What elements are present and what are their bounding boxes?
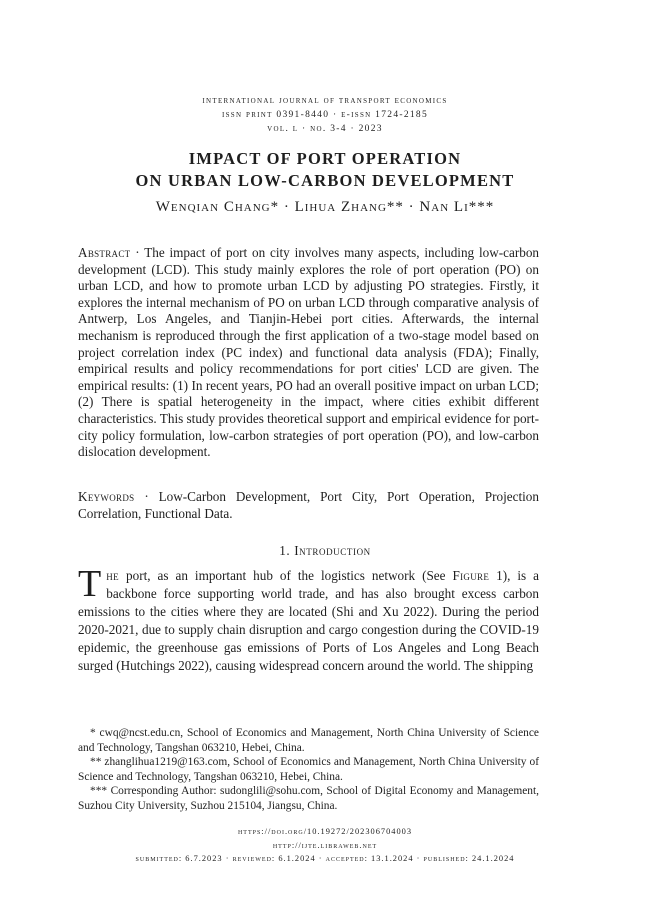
journal-url[interactable]: http://ijte.libraweb.net bbox=[272, 840, 378, 850]
article-title-line-2: ON URBAN LOW-CARBON DEVELOPMENT bbox=[135, 171, 515, 190]
keywords bbox=[78, 489, 539, 522]
article-title-line-1: IMPACT OF PORT OPERATION bbox=[188, 149, 462, 168]
journal-issn: issn print 0391-8440 · e-issn 1724-2185 bbox=[221, 110, 429, 120]
intro-paragraph bbox=[78, 563, 539, 674]
footnote-1: * cwq@ncst.edu.cn, School of Economics and Management, North China University of Science and Technology, Tangshan 063210, Hebei, China. bbox=[78, 727, 539, 754]
section-heading: 1. Introduction bbox=[279, 543, 371, 558]
abstract-separator: · bbox=[130, 245, 145, 260]
abstract-text: The impact of port on city involves many aspects, including low-carbon development (LCD). This study mainly explores the role of port operation (PO) on urban LCD, and how to promote urban LCD by adjusting PO strategies. Firstly, it explores the internal mechanism of PO on urban LCD through comparative analysis of Antwerp, Los Angeles, and Tianjin-Hebei port cities. Afterwards, the internal mechanism is reproduced through the first application of a two-stage model based on project correlation index (PC index) and functional data analysis (FDA); Finally, empirical results and policy recommendations for port cities' LCD are given. The empirical results: (1) In recent years, PO had an overall positive impact on urban LCD; (2) There is spatial heterogeneity in the impact, where cities exhibit different characteristics. This study provides theoretical support and empirical evidence for port-city policy formulation, low-carbon strategies of port operation (PO), and low-carbon dislocation development. bbox=[78, 245, 540, 460]
journal-header bbox=[0, 94, 650, 136]
publication-dates: submitted: 6.7.2023 · reviewed: 6.1.2024 · accepted: 13.1.2024 · published: 24.1.2024 bbox=[135, 854, 515, 864]
drop-cap: T bbox=[78, 563, 102, 605]
abstract bbox=[78, 245, 539, 461]
intro-text-1: port, as an important hub of the logistics network (See bbox=[119, 568, 453, 583]
figure-reference: Figure bbox=[452, 568, 490, 583]
keywords-label: Keywords bbox=[78, 489, 135, 504]
footnote-2: ** zhanglihua1219@163.com, School of Economics and Management, North China University of Science and Technology, Tangshan 063210, Hebei, China. bbox=[78, 756, 539, 783]
doi-link[interactable]: https://doi.org/10.19272/202306704003 bbox=[237, 827, 413, 836]
abstract-label: Abstract bbox=[78, 245, 131, 260]
journal-name: international journal of transport economics bbox=[202, 96, 448, 106]
publication-info bbox=[0, 825, 650, 866]
footnotes bbox=[78, 726, 539, 814]
intro-text-2: 1), is a backbone force supporting world trade, and has also brought excess carbon emissions to the cities where they are located (Shi and Xu 2022). During the period 2020-2021, due to supply chain disruption and cargo congestion during the COVID-19 epidemic, the greenhouse gas emissions of Ports of Los Angeles and Long Beach surged (Hutchings 2022), causing widespread concern around the world. The shipping bbox=[78, 568, 539, 673]
keywords-text: Low-Carbon Development, Port City, Port Operation, Projection Correlation, Functional Data. bbox=[78, 489, 539, 521]
article-authors: Wenqian Chang* · Lihua Zhang** · Nan Li*** bbox=[155, 199, 495, 215]
keywords-separator: · bbox=[134, 489, 159, 504]
article-title bbox=[0, 148, 650, 192]
footnote-3: *** Corresponding Author: sudonglili@sohu.com, School of Digital Economy and Management, Suzhou City University, Suzhou 215104, Jiangsu, China. bbox=[78, 785, 539, 812]
intro-first-word: he bbox=[106, 568, 120, 583]
journal-volume: vol. l · no. 3-4 · 2023 bbox=[267, 124, 383, 134]
